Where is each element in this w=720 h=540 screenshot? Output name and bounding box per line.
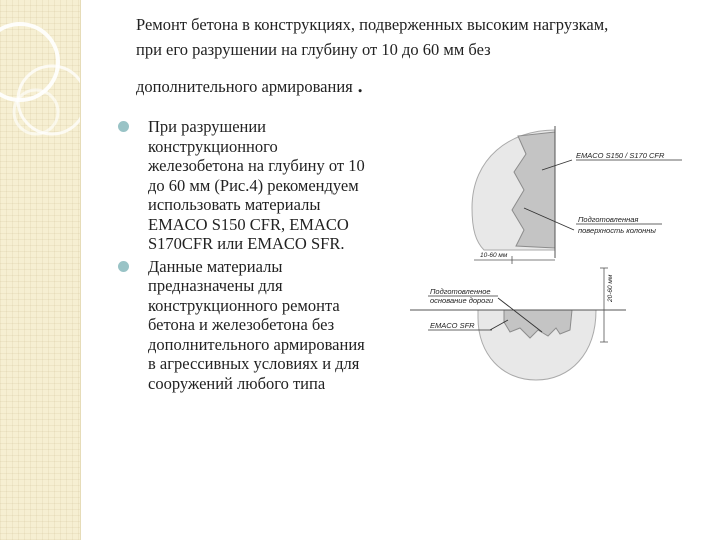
label-emaco-s150: EMACO S150 / S170 CFR [576, 151, 665, 160]
bullet-list [118, 117, 368, 396]
label-prepared-surface-1: Подготовленная [578, 215, 639, 224]
bullet-item [118, 117, 368, 254]
label-road-base-2: основание дороги [430, 296, 494, 305]
title-line-2: при его разрушении на глубину от 10 до 60 мм без [136, 40, 491, 59]
label-dim-vertical: 20-60 мм [607, 274, 614, 302]
label-emaco-sfr: EMACO SFR [430, 321, 475, 330]
repair-diagram [400, 118, 710, 398]
title-dot: . [356, 69, 364, 98]
decorative-circles [0, 0, 80, 540]
bullet-item [118, 257, 368, 394]
title-line-3 [136, 69, 720, 99]
decorative-side-panel [0, 0, 81, 540]
label-dim-horizontal: 10-60 мм [480, 252, 508, 259]
bullet-dot-icon [118, 261, 129, 272]
label-prepared-surface-2: поверхность колонны [578, 226, 656, 235]
bullet-dot-icon [118, 121, 129, 132]
label-road-base-1: Подготовленное [430, 287, 491, 296]
bullet-text: При разрушении конструкционного железобетона на глубину от 10 до 60 мм (Рис.4) рекомендуем использовать материалы EMACO S150 CFR, EMACO S170CFR или EMACO SFR. [148, 117, 365, 253]
slide-title [136, 12, 720, 99]
repair-diagram-svg [400, 118, 710, 398]
bullet-text: Данные материалы предназначены для конструкционного ремонта бетона и железобетона без дополнительного армирования в агрессивных условиях и для сооружений любого типа [148, 256, 365, 393]
title-line-1: Ремонт бетона в конструкциях, подверженных высоким нагрузкам, [136, 15, 609, 34]
title-line-3-text: дополнительного армирования [136, 77, 353, 96]
